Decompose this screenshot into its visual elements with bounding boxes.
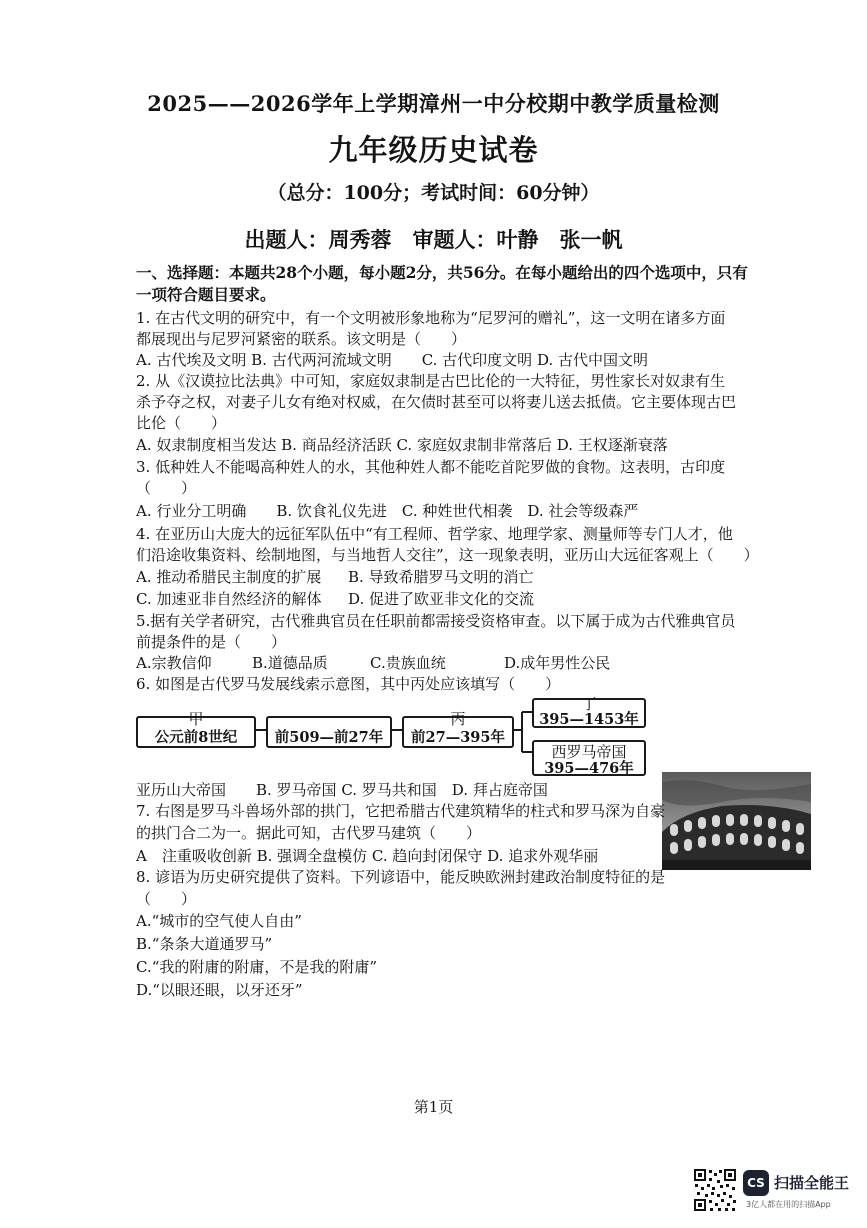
q4-option-c: C. 加速亚非自然经济的解体 [136,590,322,608]
app-name: 扫描全能王 [774,1174,850,1192]
page-number: 第1页 [413,1098,454,1116]
q3-options: A. 行业分工明确 B. 饮食礼仪先进 C. 种姓世代相袭 D. 社会等级森严 [136,502,639,520]
q2-line1: 2. 从《汉谟拉比法典》中可知，家庭奴隶制是古巴比伦的一大特征，男性家长对奴隶有生 [136,372,726,390]
q7-line2: 的拱门合二为一。据此可知，古代罗马建筑（ ） [136,824,482,842]
q4-option-a: A. 推动希腊民主制度的扩展 [136,568,322,586]
q8-option-d: D.“以眼还眼，以牙还牙” [136,981,303,999]
timeline-label-jia: 甲 [188,710,204,728]
q6-line1: 6. 如图是古代罗马发展线索示意图，其中丙处应该填写（ ） [136,675,561,693]
q5-line1: 5.据有关学者研究，古代雅典官员在任职前都需接受资格审查。以下属于成为古代雅典官员 [136,612,736,630]
timeline-date-ding: 395—1453年 [539,711,639,728]
section-heading-line2: 一项符合题目要求。 [136,285,276,304]
section-heading-line1: 一、选择题：本题共28个小题，每小题2分，共56分。在每小题给出的四个选项中，只有 [136,263,748,282]
q7-options: A 注重吸收创新 B. 强调全盘模仿 C. 趋向封闭保守 D. 追求外观华丽 [136,847,599,865]
timeline-label-ding: 丁 [581,695,597,713]
q3-line2: （ ） [136,479,197,497]
q5-option-a: A.宗教信仰 [136,654,212,672]
school-exam-line: 2025——2026学年上学期漳州一中分校期中教学质量检测 [147,91,720,116]
timeline-date-west-rome: 395—476年 [544,760,634,777]
exam-title: 九年级历史试卷 [328,133,539,167]
q5-option-c: C.贵族血统 [370,654,446,672]
q1-line1: 1. 在古代文明的研究中，有一个文明被形象地称为“尼罗河的赠礼”，这一文明在诸多方面 [136,309,726,327]
score-time-line: （总分：100分；考试时间：60分钟） [267,182,600,204]
q1-options: A. 古代埃及文明 B. 古代两河流域文明 C. 古代印度文明 D. 古代中国文明 [136,351,648,369]
q7-line1: 7. 右图是罗马斗兽场外部的拱门，它把希腊古代建筑精华的柱式和罗马深为自豪 [136,802,666,820]
qr-code-icon [693,1168,737,1212]
q8-line2: （ ） [136,890,197,908]
q8-option-b: B.“条条大道通罗马” [136,935,273,953]
q5-option-d: D.成年男性公民 [504,654,611,672]
q6-options: 亚历山大帝国 B. 罗马帝国 C. 罗马共和国 D. 拜占庭帝国 [136,781,548,799]
q4-option-d: D. 促进了欧亚非文化的交流 [348,590,535,608]
authors-line: 出题人：周秀蓉 审题人：叶静 张一帆 [244,227,623,252]
timeline-date-yi: 前509—前27年 [274,729,384,746]
q4-line2: 们沿途收集资料、绘制地图，与当地哲人交往”，这一现象表明，亚历山大远征客观上（ ） [136,546,759,564]
timeline-date-bing: 前27—395年 [411,729,505,746]
q4-line1: 4. 在亚历山大庞大的远征军队伍中“有工程师、哲学家、地理学家、测量师等专门人才，他 [136,525,733,543]
q2-options: A. 奴隶制度相当发达 B. 商品经济活跃 C. 家庭奴隶制非常落后 D. 王权逐渐衰落 [136,436,668,454]
q8-line1: 8. 谚语为历史研究提供了资料。下列谚语中，能反映欧洲封建政治制度特征的是 [136,868,666,886]
timeline-label-west-rome: 西罗马帝国 [551,743,627,761]
q5-line2: 前提条件的是（ ） [136,633,287,651]
q2-line2: 杀予夺之权，对妻子儿女有绝对权威，在欠债时甚至可以将妻儿送去抵债。它主要体现古巴 [136,393,737,411]
q8-option-c: C.“我的附庸的附庸，不是我的附庸” [136,958,378,976]
timeline-label-bing: 丙 [450,710,466,728]
timeline-date-jia: 公元前8世纪 [154,729,238,746]
q4-option-b: B. 导致希腊罗马文明的消亡 [348,568,534,586]
q5-option-b: B.道德品质 [252,654,328,672]
colosseum-photo [662,772,811,870]
app-tagline: 3亿人都在用的扫描App [746,1200,831,1209]
camscanner-logo-icon: CS [743,1170,769,1196]
q3-line1: 3. 低种姓人不能喝高种姓人的水，其他种姓人都不能吃首陀罗做的食物。这表明，古印度 [136,458,726,476]
q1-line2: 都展现出与尼罗河紧密的联系。该文明是（ ） [136,330,467,348]
q2-line3: 比伦（ ） [136,414,227,432]
q8-option-a: A.“城市的空气使人自由” [136,912,302,930]
